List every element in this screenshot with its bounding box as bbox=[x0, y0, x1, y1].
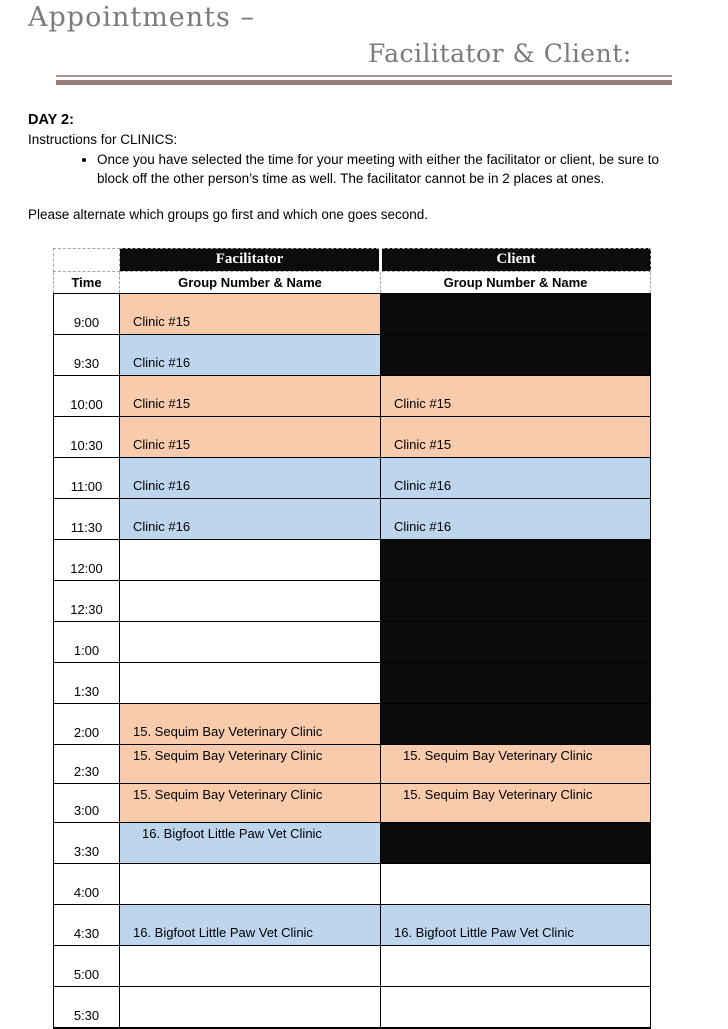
page-title: Appointments – bbox=[28, 2, 255, 33]
table-row bbox=[54, 822, 651, 863]
time-cell: 12:30 bbox=[54, 580, 120, 621]
time-cell: 1:00 bbox=[54, 621, 120, 662]
table-row bbox=[54, 580, 651, 621]
header-row-groups bbox=[54, 248, 651, 271]
table-row bbox=[54, 662, 651, 703]
facilitator-slot bbox=[120, 986, 381, 1028]
table-row bbox=[54, 703, 651, 744]
client-subheader: Group Number & Name bbox=[381, 271, 651, 293]
table-row bbox=[54, 498, 651, 539]
client-slot: Clinic #15 bbox=[381, 375, 651, 416]
time-cell: 11:30 bbox=[54, 498, 120, 539]
table-row bbox=[54, 783, 651, 822]
client-slot bbox=[381, 621, 651, 662]
facilitator-slot: Clinic #15 bbox=[120, 416, 381, 457]
client-slot: 15. Sequim Bay Veterinary Clinic bbox=[381, 744, 651, 783]
time-cell: 11:00 bbox=[54, 457, 120, 498]
facilitator-slot: Clinic #16 bbox=[120, 457, 381, 498]
time-cell: 2:30 bbox=[54, 744, 120, 783]
time-cell: 5:30 bbox=[54, 986, 120, 1028]
instructions-list bbox=[28, 151, 690, 187]
table-row bbox=[54, 621, 651, 662]
page-subtitle: Facilitator & Client: bbox=[368, 39, 632, 69]
table-row bbox=[54, 293, 651, 334]
facilitator-slot: 16. Bigfoot Little Paw Vet Clinic bbox=[120, 904, 381, 945]
title-divider bbox=[56, 75, 672, 85]
time-cell: 2:00 bbox=[54, 703, 120, 744]
time-cell: 1:30 bbox=[54, 662, 120, 703]
client-slot bbox=[381, 863, 651, 904]
client-slot: Clinic #16 bbox=[381, 498, 651, 539]
time-cell: 4:00 bbox=[54, 863, 120, 904]
time-cell: 3:00 bbox=[54, 783, 120, 822]
facilitator-slot bbox=[120, 863, 381, 904]
table-row bbox=[54, 945, 651, 986]
facilitator-slot bbox=[120, 580, 381, 621]
time-cell: 10:30 bbox=[54, 416, 120, 457]
facilitator-subheader: Group Number & Name bbox=[120, 271, 381, 293]
schedule-body bbox=[54, 293, 651, 1028]
header-row-labels bbox=[54, 271, 651, 293]
facilitator-slot: Clinic #15 bbox=[120, 293, 381, 334]
alternate-note: Please alternate which groups go first and which one goes second. bbox=[28, 206, 428, 222]
client-slot bbox=[381, 539, 651, 580]
facilitator-slot: 15. Sequim Bay Veterinary Clinic bbox=[120, 744, 381, 783]
document-header bbox=[0, 0, 728, 85]
time-cell: 9:30 bbox=[54, 334, 120, 375]
time-column-header: Time bbox=[54, 271, 120, 293]
schedule-table bbox=[53, 248, 651, 1029]
table-row bbox=[54, 416, 651, 457]
client-slot: 16. Bigfoot Little Paw Vet Clinic bbox=[381, 904, 651, 945]
client-slot bbox=[381, 334, 651, 375]
table-row bbox=[54, 744, 651, 783]
time-cell: 12:00 bbox=[54, 539, 120, 580]
client-slot: Clinic #16 bbox=[381, 457, 651, 498]
time-cell: 10:00 bbox=[54, 375, 120, 416]
client-slot bbox=[381, 703, 651, 744]
facilitator-header: Facilitator bbox=[120, 248, 381, 271]
client-slot bbox=[381, 662, 651, 703]
table-row bbox=[54, 457, 651, 498]
time-cell: 4:30 bbox=[54, 904, 120, 945]
header-corner-cell bbox=[54, 248, 120, 271]
client-slot: Clinic #15 bbox=[381, 416, 651, 457]
client-header: Client bbox=[381, 248, 651, 271]
facilitator-slot bbox=[120, 945, 381, 986]
client-slot bbox=[381, 293, 651, 334]
facilitator-slot: Clinic #16 bbox=[120, 498, 381, 539]
day-label: DAY 2: bbox=[28, 111, 74, 128]
client-slot bbox=[381, 986, 651, 1028]
facilitator-slot bbox=[120, 539, 381, 580]
time-cell: 5:00 bbox=[54, 945, 120, 986]
table-row bbox=[54, 863, 651, 904]
instruction-bullet: • Once you have selected the time for your meeting with either the facilitator or client, be sure to block off the other person’s time as well. The facilitator cannot be in 2 places at ones. bbox=[97, 151, 690, 187]
facilitator-slot: Clinic #16 bbox=[120, 334, 381, 375]
instructions-block bbox=[28, 111, 700, 224]
facilitator-slot bbox=[120, 621, 381, 662]
table-row bbox=[54, 539, 651, 580]
table-row bbox=[54, 986, 651, 1028]
facilitator-slot: 15. Sequim Bay Veterinary Clinic bbox=[120, 783, 381, 822]
client-slot: 15. Sequim Bay Veterinary Clinic bbox=[381, 783, 651, 822]
table-row bbox=[54, 904, 651, 945]
facilitator-slot bbox=[120, 662, 381, 703]
client-slot bbox=[381, 945, 651, 986]
facilitator-slot: Clinic #15 bbox=[120, 375, 381, 416]
time-cell: 9:00 bbox=[54, 293, 120, 334]
schedule-header bbox=[54, 248, 651, 293]
client-slot bbox=[381, 822, 651, 863]
time-cell: 3:30 bbox=[54, 822, 120, 863]
instructions-intro: Instructions for CLINICS: bbox=[28, 131, 178, 147]
facilitator-slot: 16. Bigfoot Little Paw Vet Clinic bbox=[120, 822, 381, 863]
facilitator-slot: 15. Sequim Bay Veterinary Clinic bbox=[120, 703, 381, 744]
title-divider-thick-line bbox=[56, 80, 672, 85]
table-row bbox=[54, 375, 651, 416]
client-slot bbox=[381, 580, 651, 621]
table-row bbox=[54, 334, 651, 375]
